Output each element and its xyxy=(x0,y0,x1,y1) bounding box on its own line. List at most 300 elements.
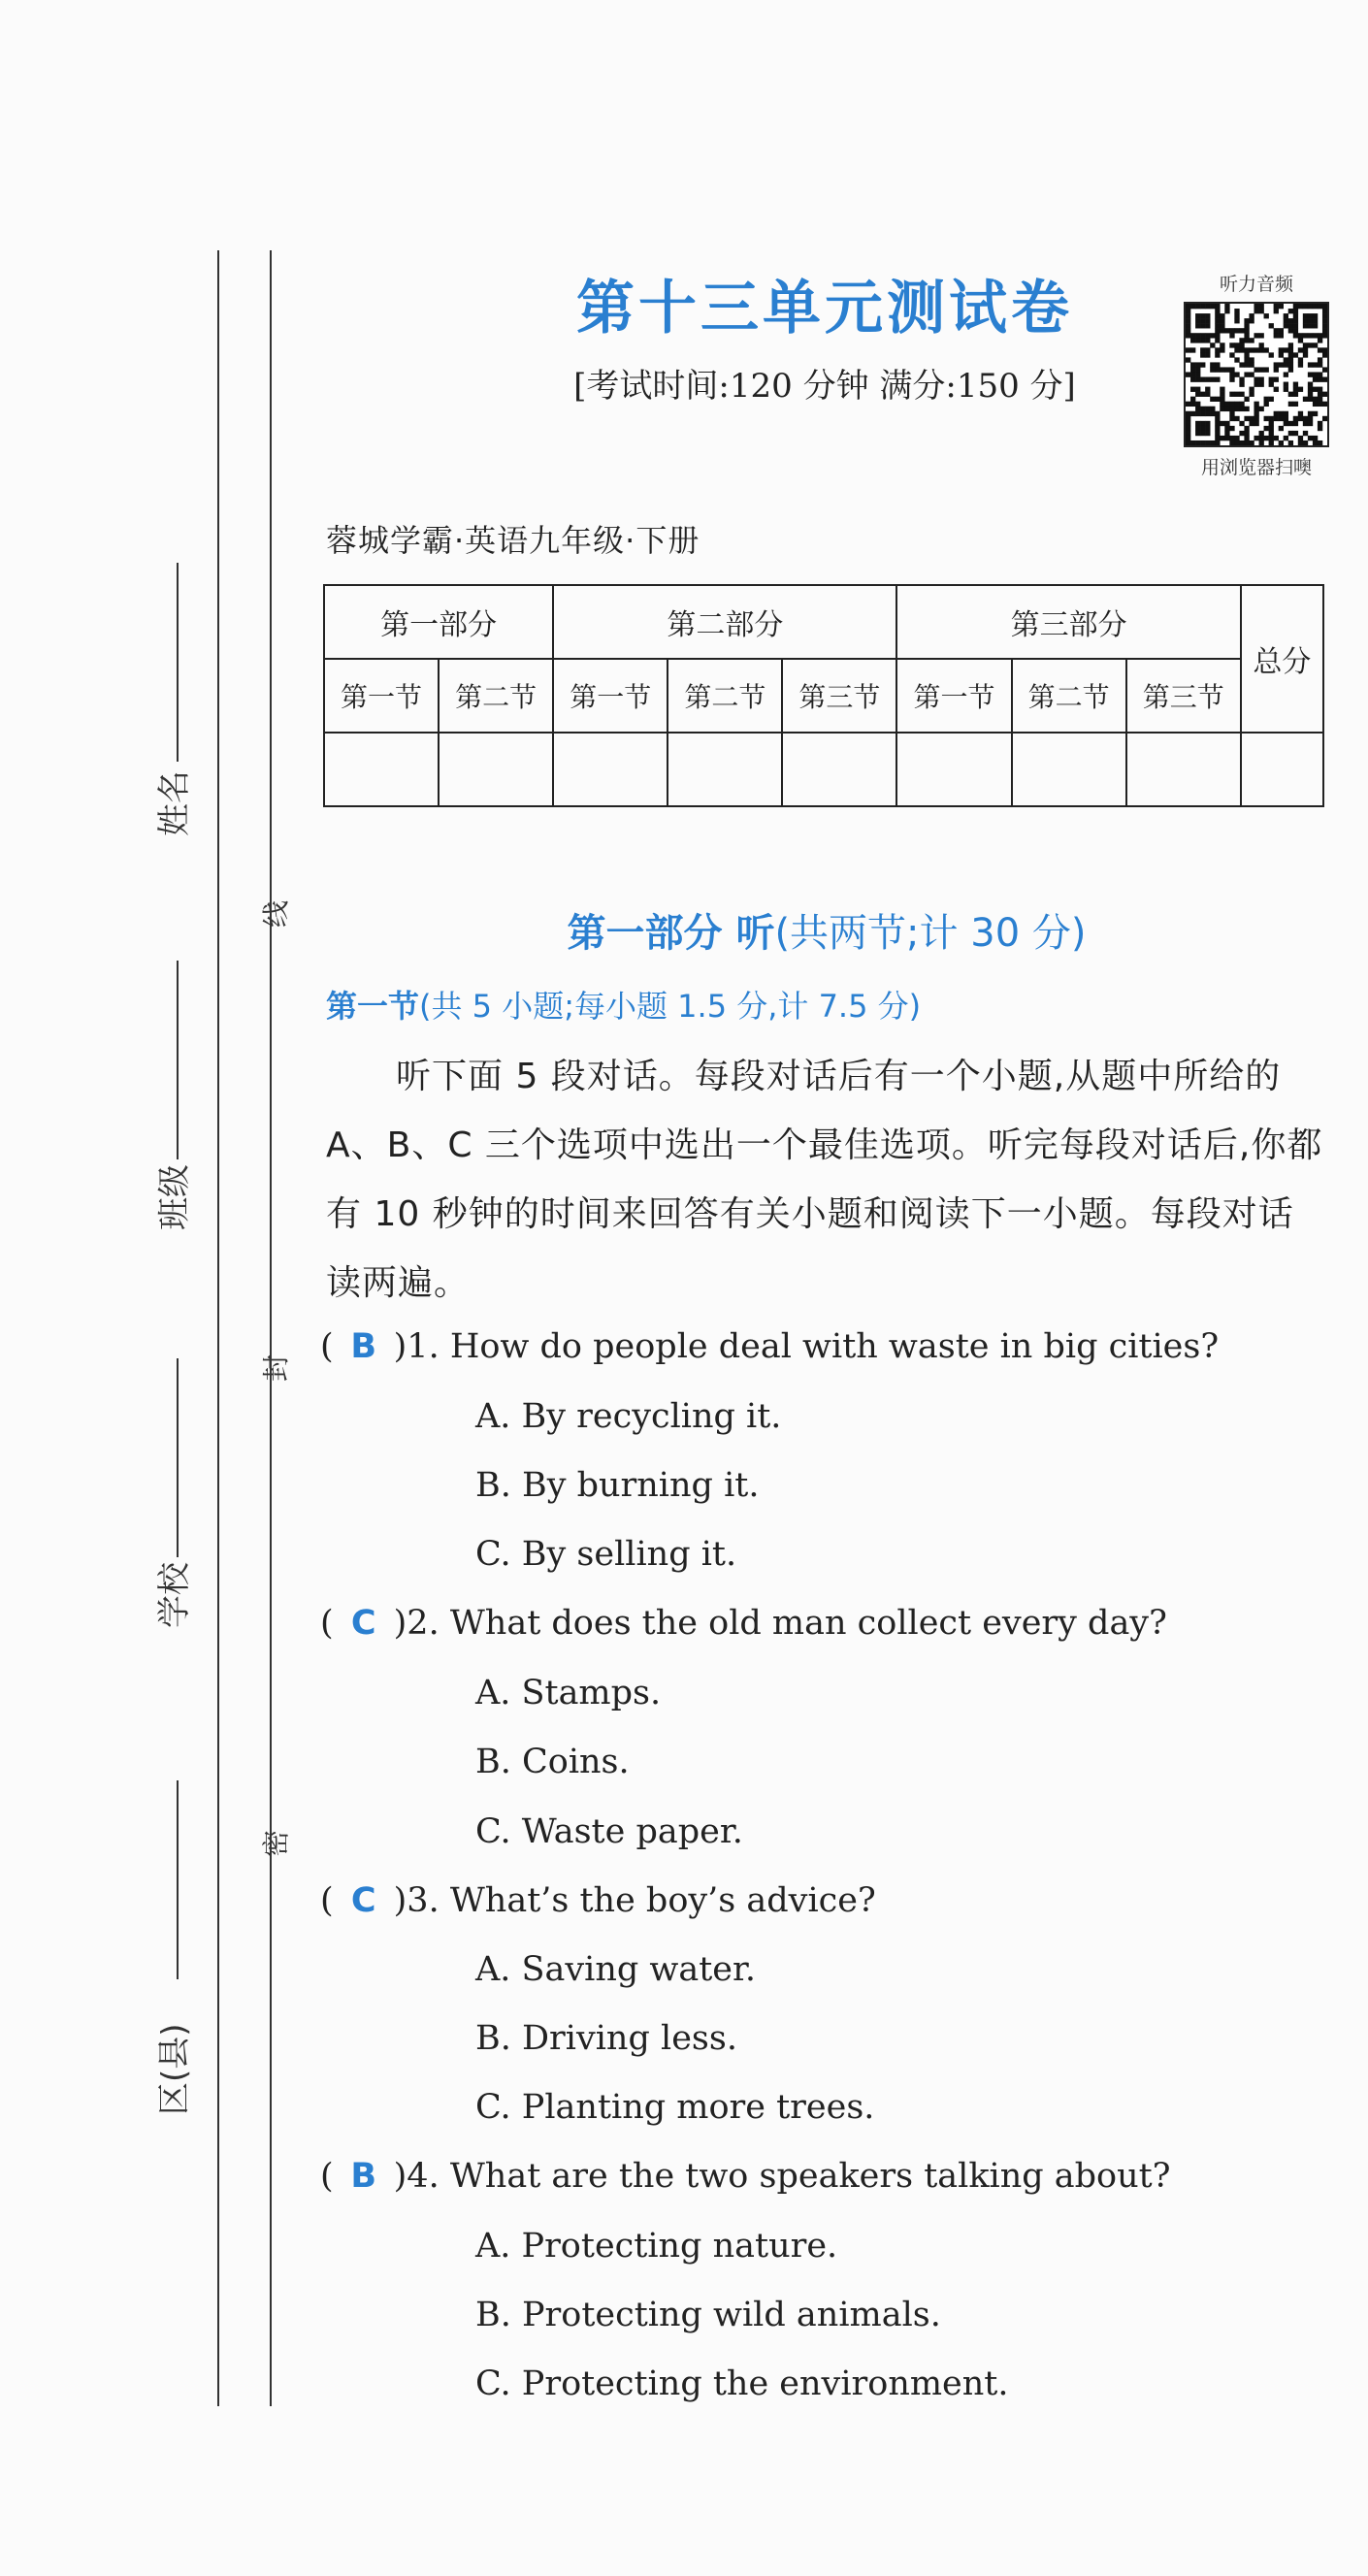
page-title: 第十三单元测试卷 xyxy=(576,275,1073,342)
qr-module xyxy=(1313,411,1318,416)
qr-module xyxy=(1220,328,1224,333)
qr-module xyxy=(1313,313,1318,318)
qr-module xyxy=(1229,372,1234,376)
score-header-part1: 第一部分 xyxy=(324,585,553,659)
qr-module xyxy=(1288,362,1293,367)
qr-module xyxy=(1318,421,1322,426)
q3-option-a[interactable]: A. Saving water. xyxy=(475,1950,757,1989)
qr-module xyxy=(1234,402,1239,407)
qr-module xyxy=(1195,426,1200,431)
score-header-part3: 第三部分 xyxy=(896,585,1240,659)
qr-module xyxy=(1313,377,1318,382)
qr-module xyxy=(1249,372,1254,376)
name-label: 姓名 xyxy=(155,770,194,836)
score-cell[interactable] xyxy=(1126,733,1241,806)
qr-module xyxy=(1249,387,1254,392)
qr-module xyxy=(1254,407,1258,411)
qr-module xyxy=(1293,352,1298,357)
qr-module xyxy=(1210,440,1215,445)
qr-module xyxy=(1254,416,1258,421)
qr-module xyxy=(1269,436,1274,440)
qr-module xyxy=(1293,421,1298,426)
qr-module xyxy=(1215,328,1220,333)
qr-module xyxy=(1215,304,1220,309)
qr-module xyxy=(1249,347,1254,352)
qr-module xyxy=(1254,333,1258,338)
qr-module xyxy=(1195,318,1200,323)
qr-module xyxy=(1244,318,1249,323)
district-underline xyxy=(177,1780,179,1979)
qr-module xyxy=(1318,377,1322,382)
qr-module xyxy=(1234,392,1239,397)
qr-module xyxy=(1264,367,1269,372)
qr-module xyxy=(1205,352,1210,357)
qr-module xyxy=(1195,362,1200,367)
qr-module xyxy=(1195,367,1200,372)
qr-module xyxy=(1274,377,1279,382)
qr-module xyxy=(1224,402,1229,407)
answer-2[interactable]: C xyxy=(350,1604,376,1643)
qr-module xyxy=(1244,431,1249,436)
qr-module xyxy=(1322,402,1327,407)
school-underline xyxy=(177,1358,179,1557)
qr-module xyxy=(1220,318,1224,323)
qr-module xyxy=(1229,377,1234,382)
qr-module xyxy=(1205,387,1210,392)
qr-module xyxy=(1274,333,1279,338)
qr-module xyxy=(1210,333,1215,338)
answer-4[interactable]: B xyxy=(350,2157,376,2196)
binding-line-outer xyxy=(217,250,219,2406)
score-header-section: 第三节 xyxy=(1126,659,1241,733)
qr-module xyxy=(1244,357,1249,362)
q1-option-a[interactable]: A. By recycling it. xyxy=(475,1397,782,1436)
qr-module xyxy=(1215,367,1220,372)
qr-module xyxy=(1259,333,1264,338)
qr-module xyxy=(1293,402,1298,407)
qr-module xyxy=(1205,407,1210,411)
section-title-bold: 第一节 xyxy=(326,988,420,1025)
qr-module xyxy=(1195,313,1200,318)
qr-module xyxy=(1229,407,1234,411)
qr-module xyxy=(1303,397,1308,402)
qr-module xyxy=(1284,387,1288,392)
qr-module xyxy=(1200,323,1205,328)
qr-module xyxy=(1318,402,1322,407)
qr-module xyxy=(1322,333,1327,338)
qr-module xyxy=(1249,392,1254,397)
qr-module xyxy=(1284,313,1288,318)
qr-module xyxy=(1215,309,1220,313)
qr-module xyxy=(1244,407,1249,411)
qr-module xyxy=(1215,416,1220,421)
qr-module xyxy=(1224,421,1229,426)
question-4: ( B )4. What are the two speakers talking about? xyxy=(320,2157,1171,2196)
qr-module xyxy=(1200,304,1205,309)
name-underline xyxy=(177,563,179,762)
qr-module xyxy=(1259,367,1264,372)
qr-module xyxy=(1244,347,1249,352)
qr-module xyxy=(1284,436,1288,440)
q2-option-a[interactable]: A. Stamps. xyxy=(475,1674,662,1712)
qr-module xyxy=(1220,342,1224,347)
qr-module xyxy=(1322,323,1327,328)
score-cell[interactable] xyxy=(782,733,896,806)
qr-module xyxy=(1274,309,1279,313)
score-cell[interactable] xyxy=(324,733,439,806)
bind-word-line: 线 xyxy=(260,900,292,929)
qr-module xyxy=(1274,387,1279,392)
qr-module xyxy=(1269,397,1274,402)
qr-module xyxy=(1210,304,1215,309)
qr-module xyxy=(1205,323,1210,328)
qr-module xyxy=(1200,347,1205,352)
qr-module xyxy=(1322,352,1327,357)
qr-module xyxy=(1288,347,1293,352)
qr-module xyxy=(1239,377,1244,382)
qr-module xyxy=(1234,328,1239,333)
qr-module xyxy=(1293,431,1298,436)
qr-module xyxy=(1186,372,1190,376)
q2-option-c[interactable]: C. Waste paper. xyxy=(475,1812,743,1851)
qr-module xyxy=(1279,362,1284,367)
qr-module xyxy=(1318,440,1322,445)
qr-module xyxy=(1200,426,1205,431)
qr-module xyxy=(1308,318,1313,323)
qr-module xyxy=(1274,411,1279,416)
qr-module xyxy=(1234,347,1239,352)
score-header-part2: 第二部分 xyxy=(553,585,896,659)
qr-module xyxy=(1322,304,1327,309)
qr-module xyxy=(1190,367,1195,372)
qr-module xyxy=(1215,323,1220,328)
qr-module xyxy=(1186,426,1190,431)
qr-module xyxy=(1318,387,1322,392)
score-cell[interactable] xyxy=(439,733,553,806)
qr-module xyxy=(1195,333,1200,338)
qr-module xyxy=(1195,372,1200,376)
qr-module xyxy=(1186,318,1190,323)
qr-module xyxy=(1308,372,1313,376)
qr-module xyxy=(1288,357,1293,362)
qr-module xyxy=(1313,333,1318,338)
qr-module xyxy=(1269,382,1274,387)
qr-module xyxy=(1224,431,1229,436)
qr-module xyxy=(1229,440,1234,445)
qr-module xyxy=(1318,304,1322,309)
q1-option-c[interactable]: C. By selling it. xyxy=(475,1535,737,1574)
qr-module xyxy=(1269,377,1274,382)
qr-module xyxy=(1200,338,1205,342)
qr-module xyxy=(1322,313,1327,318)
qr-module xyxy=(1200,362,1205,367)
qr-module xyxy=(1284,347,1288,352)
qr-module xyxy=(1234,318,1239,323)
score-cell[interactable] xyxy=(1012,733,1126,806)
qr-module xyxy=(1322,377,1327,382)
qr-top-label: 听力音频 xyxy=(1219,274,1293,295)
qr-module xyxy=(1215,318,1220,323)
qr-module xyxy=(1254,402,1258,407)
qr-module xyxy=(1288,367,1293,372)
qr-module xyxy=(1303,421,1308,426)
qr-module xyxy=(1259,377,1264,382)
qr-module xyxy=(1210,397,1215,402)
qr-module xyxy=(1298,416,1303,421)
qr-module xyxy=(1205,333,1210,338)
qr-module xyxy=(1249,421,1254,426)
score-cell[interactable] xyxy=(896,733,1011,806)
qr-module xyxy=(1288,352,1293,357)
qr-module xyxy=(1210,367,1215,372)
qr-module xyxy=(1195,402,1200,407)
qr-module xyxy=(1200,318,1205,323)
qr-module xyxy=(1205,426,1210,431)
qr-module xyxy=(1308,411,1313,416)
qr-module xyxy=(1259,309,1264,313)
district-label: 区(县) xyxy=(155,2023,194,2115)
qr-module xyxy=(1234,309,1239,313)
score-header-section: 第三节 xyxy=(782,659,896,733)
qr-module xyxy=(1215,431,1220,436)
qr-pattern xyxy=(1186,304,1327,445)
qr-module xyxy=(1284,421,1288,426)
qr-module xyxy=(1200,431,1205,436)
question-2-text: )2. What does the old man collect every day? xyxy=(393,1604,1167,1643)
qr-module xyxy=(1313,318,1318,323)
qr-module xyxy=(1264,416,1269,421)
qr-module xyxy=(1220,367,1224,372)
qr-module xyxy=(1293,323,1298,328)
qr-module xyxy=(1195,304,1200,309)
qr-module xyxy=(1210,377,1215,382)
qr-module xyxy=(1186,309,1190,313)
qr-module xyxy=(1195,387,1200,392)
qr-module xyxy=(1288,392,1293,397)
class-underline xyxy=(177,961,179,1159)
qr-module xyxy=(1303,416,1308,421)
qr-module xyxy=(1249,318,1254,323)
qr-module xyxy=(1205,392,1210,397)
qr-module xyxy=(1195,411,1200,416)
qr-module xyxy=(1186,347,1190,352)
score-header-section: 第一节 xyxy=(553,659,668,733)
qr-module xyxy=(1293,313,1298,318)
qr-module xyxy=(1220,313,1224,318)
qr-module xyxy=(1313,436,1318,440)
qr-module xyxy=(1210,411,1215,416)
qr-module xyxy=(1313,402,1318,407)
qr-module xyxy=(1200,352,1205,357)
qr-module xyxy=(1215,338,1220,342)
qr-module xyxy=(1308,333,1313,338)
qr-module xyxy=(1254,304,1258,309)
qr-module xyxy=(1239,342,1244,347)
qr-module xyxy=(1244,436,1249,440)
qr-module xyxy=(1293,392,1298,397)
qr-module xyxy=(1254,411,1258,416)
qr-module xyxy=(1308,323,1313,328)
qr-module xyxy=(1186,440,1190,445)
qr-module xyxy=(1205,411,1210,416)
instructions: 听下面 5 段对话。每段对话后有一个小题,从题中所给的 A、B、C 三个选项中选出一个最佳选项。听完每段对话后,你都有 10 秒钟的时间来回答有关小题和阅读下一小题。每段对话读两遍。 xyxy=(326,1057,1323,1303)
qr-module xyxy=(1239,407,1244,411)
qr-module xyxy=(1186,304,1190,309)
qr-module xyxy=(1239,431,1244,436)
qr-module xyxy=(1303,440,1308,445)
qr-code-icon[interactable] xyxy=(1184,302,1329,447)
qr-module xyxy=(1293,304,1298,309)
qr-module xyxy=(1215,347,1220,352)
qr-module xyxy=(1303,431,1308,436)
qr-module xyxy=(1284,357,1288,362)
q2-option-b[interactable]: B. Coins. xyxy=(475,1743,630,1781)
qr-module xyxy=(1234,416,1239,421)
qr-module xyxy=(1234,440,1239,445)
qr-module xyxy=(1264,402,1269,407)
qr-module xyxy=(1274,328,1279,333)
qr-module xyxy=(1284,411,1288,416)
qr-module xyxy=(1318,338,1322,342)
qr-module xyxy=(1298,440,1303,445)
qr-module xyxy=(1293,309,1298,313)
answer-3[interactable]: C xyxy=(350,1881,376,1920)
q4-option-b[interactable]: B. Protecting wild animals. xyxy=(475,2296,941,2334)
qr-module xyxy=(1190,362,1195,367)
qr-module xyxy=(1200,407,1205,411)
qr-module xyxy=(1195,338,1200,342)
qr-module xyxy=(1313,342,1318,347)
q4-option-c[interactable]: C. Protecting the environment. xyxy=(475,2364,1009,2403)
qr-module xyxy=(1234,357,1239,362)
qr-module xyxy=(1229,411,1234,416)
qr-module xyxy=(1298,362,1303,367)
qr-module xyxy=(1308,436,1313,440)
qr-module xyxy=(1244,362,1249,367)
qr-module xyxy=(1293,382,1298,387)
qr-module xyxy=(1200,392,1205,397)
qr-module xyxy=(1215,352,1220,357)
qr-module xyxy=(1215,313,1220,318)
qr-module xyxy=(1200,421,1205,426)
qr-module xyxy=(1269,440,1274,445)
qr-module xyxy=(1220,402,1224,407)
q3-option-c[interactable]: C. Planting more trees. xyxy=(475,2088,875,2127)
qr-module xyxy=(1264,313,1269,318)
qr-module xyxy=(1215,421,1220,426)
qr-module xyxy=(1288,328,1293,333)
qr-module xyxy=(1274,304,1279,309)
qr-module xyxy=(1308,397,1313,402)
qr-module xyxy=(1288,421,1293,426)
part-title-bold: 第一部分 听 xyxy=(567,911,775,956)
qr-module xyxy=(1239,362,1244,367)
qr-module xyxy=(1234,407,1239,411)
question-1: ( B )1. How do people deal with waste in big cities? xyxy=(320,1327,1220,1366)
qr-module xyxy=(1244,372,1249,376)
score-cell[interactable] xyxy=(668,733,782,806)
qr-module xyxy=(1298,338,1303,342)
qr-module xyxy=(1186,402,1190,407)
qr-module xyxy=(1200,411,1205,416)
q3-option-b[interactable]: B. Driving less. xyxy=(475,2019,737,2058)
qr-module xyxy=(1318,333,1322,338)
qr-module xyxy=(1254,421,1258,426)
qr-module xyxy=(1234,342,1239,347)
qr-module xyxy=(1205,431,1210,436)
qr-module xyxy=(1239,382,1244,387)
qr-module xyxy=(1318,392,1322,397)
qr-module xyxy=(1195,421,1200,426)
answer-1[interactable]: B xyxy=(350,1327,376,1366)
qr-module xyxy=(1288,309,1293,313)
qr-module xyxy=(1293,318,1298,323)
qr-module xyxy=(1322,367,1327,372)
qr-module xyxy=(1244,426,1249,431)
qr-module xyxy=(1308,313,1313,318)
qr-module xyxy=(1239,338,1244,342)
qr-bottom-label: 用浏览器扫噢 xyxy=(1200,457,1312,478)
qr-module xyxy=(1215,397,1220,402)
qr-module xyxy=(1220,387,1224,392)
qr-module xyxy=(1322,392,1327,397)
qr-module xyxy=(1195,323,1200,328)
qr-module xyxy=(1259,431,1264,436)
score-cell-total[interactable] xyxy=(1241,733,1323,806)
qr-module xyxy=(1215,362,1220,367)
qr-module xyxy=(1205,440,1210,445)
qr-module xyxy=(1229,328,1234,333)
qr-module xyxy=(1239,440,1244,445)
qr-module xyxy=(1259,342,1264,347)
qr-module xyxy=(1259,407,1264,411)
q1-option-b[interactable]: B. By burning it. xyxy=(475,1466,760,1505)
qr-module xyxy=(1293,387,1298,392)
qr-module xyxy=(1279,304,1284,309)
qr-module xyxy=(1224,426,1229,431)
qr-module xyxy=(1254,436,1258,440)
qr-module xyxy=(1308,342,1313,347)
qr-module xyxy=(1249,440,1254,445)
bind-word-seal: 封 xyxy=(260,1354,292,1383)
qr-module xyxy=(1298,304,1303,309)
score-header-total: 总分 xyxy=(1241,585,1323,733)
qr-module xyxy=(1284,382,1288,387)
qr-module xyxy=(1288,318,1293,323)
q4-option-a[interactable]: A. Protecting nature. xyxy=(475,2227,838,2266)
qr-module xyxy=(1195,431,1200,436)
qr-module xyxy=(1298,357,1303,362)
qr-module xyxy=(1298,411,1303,416)
qr-module xyxy=(1220,407,1224,411)
qr-module xyxy=(1288,342,1293,347)
qr-module xyxy=(1190,411,1195,416)
qr-module xyxy=(1313,362,1318,367)
qr-module xyxy=(1244,338,1249,342)
qr-module xyxy=(1259,347,1264,352)
qr-module xyxy=(1318,362,1322,367)
qr-module xyxy=(1244,323,1249,328)
score-cell[interactable] xyxy=(553,733,668,806)
qr-module xyxy=(1303,352,1308,357)
qr-module xyxy=(1190,397,1195,402)
qr-module xyxy=(1239,421,1244,426)
qr-module xyxy=(1259,304,1264,309)
qr-module xyxy=(1303,342,1308,347)
qr-module xyxy=(1284,372,1288,376)
qr-module xyxy=(1186,333,1190,338)
bind-word-secret: 密 xyxy=(260,1830,292,1858)
